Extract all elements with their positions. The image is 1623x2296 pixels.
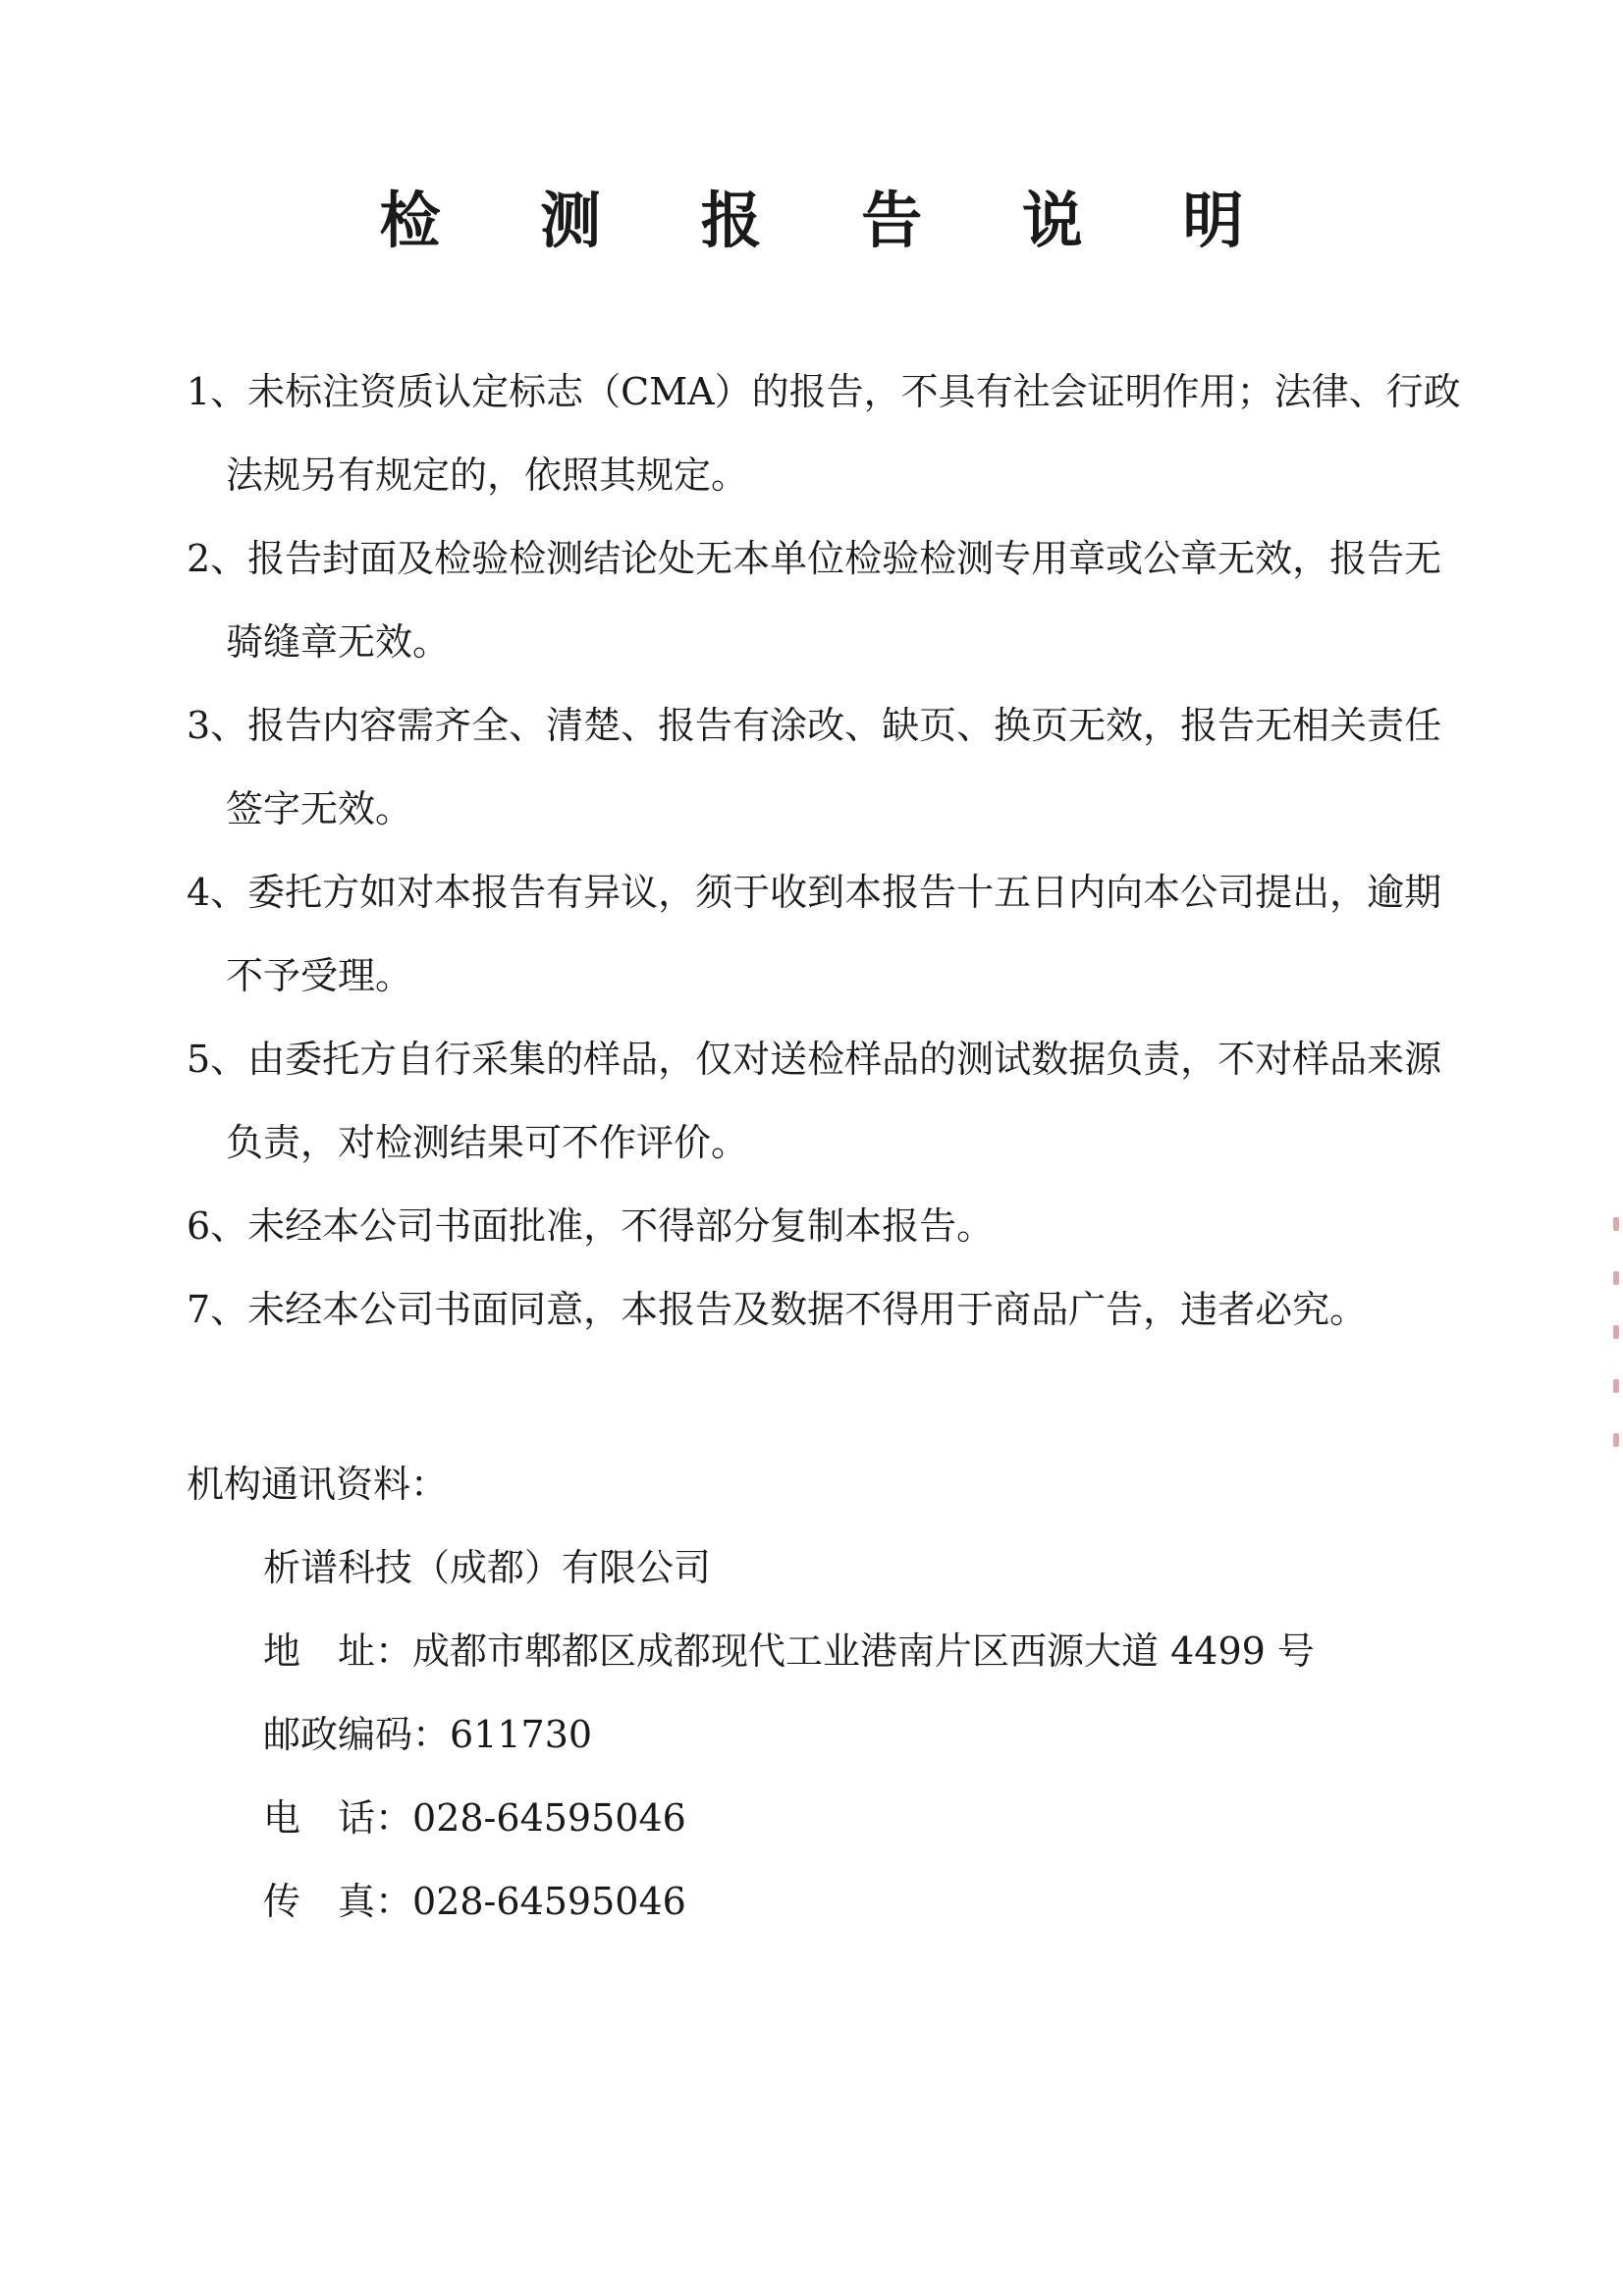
address-value: 成都市郫都区成都现代工业港南片区西源大道 4499 号: [412, 1629, 1315, 1673]
note-item-5: [187, 1018, 1463, 1185]
note-item-2: [187, 517, 1463, 684]
note-4-line-2: 不予受理。: [226, 954, 413, 997]
note-item-4: [187, 851, 1463, 1018]
seam-stamp-mark: [1613, 1217, 1619, 1231]
postcode-row: [263, 1693, 1463, 1777]
contact-heading: 机构通讯资料：: [187, 1463, 449, 1506]
notes-list: [187, 350, 1463, 1352]
contact-section: [187, 1443, 1463, 1944]
note-3-line-1: 3、报告内容需齐全、清楚、报告有涂改、缺页、换页无效，报告无相关责任: [187, 704, 1442, 747]
phone-row: [263, 1777, 1463, 1860]
note-6-line-1: 6、未经本公司书面批准，不得部分复制本报告。: [187, 1204, 995, 1248]
postcode-value: 611730: [450, 1713, 593, 1756]
note-item-1: [187, 350, 1463, 517]
note-5-line-1: 5、由委托方自行采集的样品，仅对送检样品的测试数据负责，不对样品来源: [187, 1038, 1442, 1081]
note-item-7: [187, 1268, 1463, 1352]
company-name: 析谱科技（成都）有限公司: [263, 1546, 712, 1589]
contact-list: [187, 1526, 1463, 1944]
note-3-line-2: 签字无效。: [226, 787, 413, 830]
phone-label: 电 话：: [263, 1796, 413, 1840]
note-1-line-2: 法规另有规定的，依照其规定。: [226, 454, 749, 497]
seam-stamp-mark: [1613, 1325, 1619, 1339]
seam-stamp-edge: [1603, 1178, 1623, 1472]
note-2-line-2: 骑缝章无效。: [226, 620, 451, 664]
fax-value: 028-64595046: [412, 1880, 686, 1923]
seam-stamp-mark: [1613, 1379, 1619, 1393]
fax-label: 传 真：: [263, 1880, 413, 1923]
note-item-3: [187, 684, 1463, 851]
note-1-line-1: 1、未标注资质认定标志（CMA）的报告，不具有社会证明作用；法律、行政: [187, 370, 1461, 413]
note-7-line-1: 7、未经本公司书面同意，本报告及数据不得用于商品广告，违者必究。: [187, 1288, 1368, 1331]
page-title: 检 测 报 告 说 明: [379, 185, 1283, 256]
note-2-line-1: 2、报告封面及检验检测结论处无本单位检验检测专用章或公章无效，报告无: [187, 537, 1442, 580]
seam-stamp-mark: [1613, 1433, 1619, 1447]
address-row: [263, 1610, 1463, 1693]
note-4-line-1: 4、委托方如对本报告有异议，须于收到本报告十五日内向本公司提出，逾期: [187, 871, 1442, 914]
postcode-label: 邮政编码：: [263, 1713, 451, 1756]
address-label: 地 址：: [263, 1629, 413, 1673]
fax-row: [263, 1860, 1463, 1944]
note-item-6: [187, 1185, 1463, 1268]
note-5-line-2: 负责，对检测结果可不作评价。: [226, 1121, 749, 1164]
phone-value: 028-64595046: [412, 1796, 686, 1840]
seam-stamp-mark: [1613, 1271, 1619, 1285]
